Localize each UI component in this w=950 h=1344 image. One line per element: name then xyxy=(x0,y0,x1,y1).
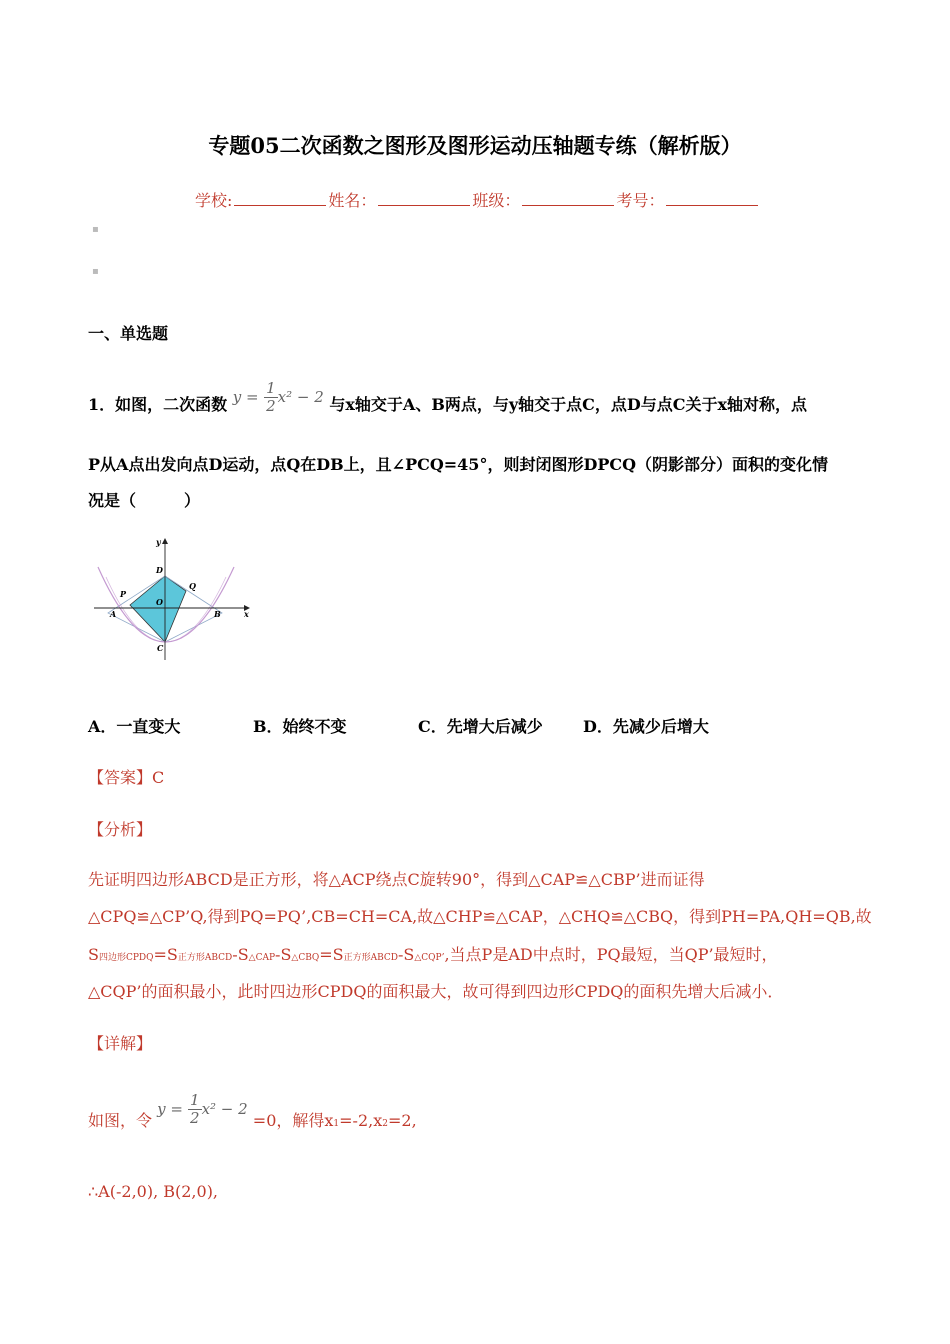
question-1-line-3: 况是（ ） xyxy=(88,491,201,510)
analysis-paragraph-3: S四边形CPDQ=S正方形ABCD-S△CAP-S△CBQ=S正方形ABCD-S△CQP’,当点P是AD中点时，PQ最短，当QP’最短时， xyxy=(88,945,778,964)
name-blank[interactable] xyxy=(378,191,470,206)
point-c-label: C xyxy=(157,643,164,653)
exam-no-label: 考号： xyxy=(616,191,665,210)
detail-formula-y: y = xyxy=(157,1100,183,1118)
answer-line xyxy=(88,765,164,788)
x-axis-label: x xyxy=(244,609,249,619)
parabola-figure xyxy=(92,535,262,665)
section-heading: 一、单选题 xyxy=(88,324,169,343)
detail-line-2: ∴A(-2,0), B(2,0), xyxy=(88,1182,219,1201)
analysis-paragraph-1: 先证明四边形ABCD是正方形，将△ACP绕点C旋转90°，得到△CAP≌△CBP’进而证得 xyxy=(88,870,705,889)
point-q-label: Q xyxy=(189,581,196,591)
detail-formula-rest: x² − 2 xyxy=(201,1100,248,1118)
answer-label: 【答案】 xyxy=(88,768,153,787)
y-axis-label: y xyxy=(156,537,161,547)
question-number: 1．如图，二次函数 xyxy=(88,395,228,414)
y-axis-arrow xyxy=(162,538,168,544)
page-title: 专题05二次函数之图形及图形运动压轴题专练（解析版） xyxy=(208,133,742,158)
formula-rest: x² − 2 xyxy=(277,388,324,406)
detail-formula-fraction: $\frac{1}{2}$ xyxy=(190,1091,200,1127)
class-label: 班级： xyxy=(472,191,521,210)
exam-no-blank[interactable] xyxy=(666,191,758,206)
point-a-label: A xyxy=(110,609,117,619)
question-1-line-1 xyxy=(88,379,808,423)
name-label: 姓名： xyxy=(328,191,377,210)
option-c[interactable]: C．先增大后减少 xyxy=(418,717,543,736)
shaded-region-dpcq xyxy=(130,576,186,642)
detail-label: 【详解】 xyxy=(88,1034,153,1053)
option-d[interactable]: D．先减少后增大 xyxy=(583,717,709,736)
formula-fraction: $\frac{1}{2}$ xyxy=(266,379,276,415)
paragraph-mark: ▪ xyxy=(92,224,99,235)
question-1-line-2: P从A点出发向点D运动，点Q在DB上，且∠PCQ=45°，则封闭图形DPCQ（阴影部分）面积的变化情 xyxy=(88,455,829,474)
analysis-label: 【分析】 xyxy=(88,820,153,839)
paragraph-mark: ▪ xyxy=(92,266,99,277)
point-p-label: P xyxy=(120,589,127,599)
formula-y: y = xyxy=(232,388,259,406)
point-o-label: O xyxy=(156,597,163,607)
answer-value: C xyxy=(152,768,165,787)
school-label: 学校: xyxy=(195,191,233,210)
point-b-label: B xyxy=(214,609,221,619)
student-info-line xyxy=(195,188,760,211)
option-a[interactable]: A．一直变大 xyxy=(88,717,181,736)
option-b[interactable]: B．始终不变 xyxy=(253,717,347,736)
school-blank[interactable] xyxy=(234,191,326,206)
analysis-paragraph-4: △CQP’的面积最小，此时四边形CPDQ的面积最大，故可得到四边形CPDQ的面积先增大后减小． xyxy=(88,982,784,1001)
class-blank[interactable] xyxy=(522,191,614,206)
question-line-1-end: 与x轴交于A、B两点，与y轴交于点C，点D与点C关于x轴对称，点 xyxy=(329,395,808,414)
detail-line-1: 如图，令 y = $\frac{1}{2}$ x² − 2 =0，解得x1=-2,x2=2, xyxy=(88,1091,417,1130)
analysis-paragraph-2: △CPQ≌△CP’Q,得到PQ=PQ’,CB=CH=CA,故△CHP≌△CAP，△CHQ≌△CBQ，得到PH=PA,QH=QB,故 xyxy=(88,907,872,926)
point-d-label: D xyxy=(156,565,163,575)
